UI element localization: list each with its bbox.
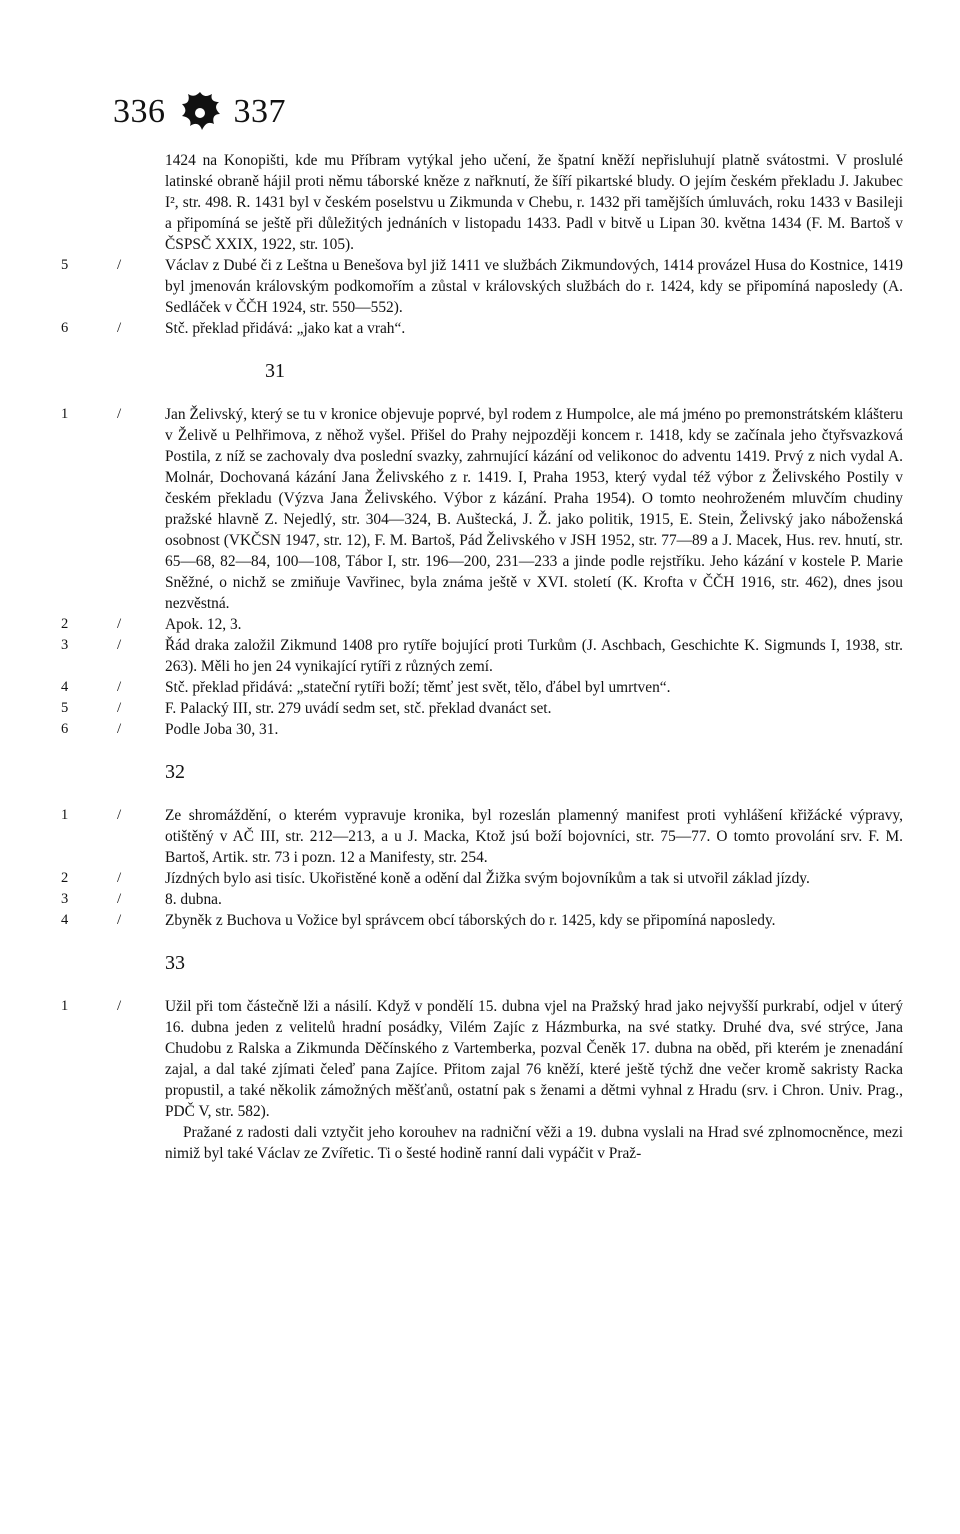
note-entry: [61, 614, 903, 635]
note-number: 1: [61, 406, 69, 422]
section-heading-32: 32: [165, 761, 185, 783]
note-number: 2: [61, 616, 69, 632]
note-separator: /: [117, 891, 122, 907]
section-heading-31: 31: [265, 360, 285, 382]
note-entry: [61, 719, 903, 740]
note-text: Podle Joba 30, 31.: [165, 721, 279, 738]
note-text: Stč. překlad přidává: „stateční rytíři boží; těmť jest svět, tělo, ďábel byl umrtven“.: [165, 679, 671, 696]
note-number: 3: [61, 891, 69, 907]
note-number: 2: [61, 870, 69, 886]
note-entry: [61, 805, 903, 868]
note-separator: /: [117, 700, 122, 716]
note-number: 3: [61, 637, 69, 653]
ornament-icon: [174, 86, 226, 138]
note-separator: /: [117, 870, 122, 886]
note-entry: [61, 318, 903, 339]
note-number: 4: [61, 679, 69, 695]
note-entry: [61, 255, 903, 318]
note-number: 4: [61, 912, 69, 928]
note-number: 1: [61, 807, 69, 823]
note-separator: /: [117, 637, 122, 653]
page-header: [113, 82, 286, 142]
note-entry: [61, 996, 903, 1122]
note-text: Užil při tom částečně lži a násilí. Když v pondělí 15. dubna vjel na Pražský hrad jako nejvyšší purkrabí, odjel v úterý 16. dubna jeden z velitelů hradní posádky, Vilém Zajíc z Házmburka, na své statky. Druhé dva, své strýce, Jana Chudobu z Ralska a Zikmunda Děčínského z Vartemberka, pozval Čeněk 17. dubna na oběd, při kterém je znenadání zajal, a dal také zjímati čeleď pana Zajíce. Přitom zajal 76 kněží, které ještě týchž dne večer kromě sakristy Racka propustil, a také několik zámožných měšťanů, ostatní pak s ženami a dětmi vyhnal z Hradu (srv. i Chron. Univ. Prag., PDČ V, str. 582).: [165, 998, 903, 1120]
note-entry: [61, 910, 903, 931]
note-number: 6: [61, 320, 69, 336]
note-entry: [61, 404, 903, 614]
intro-paragraph: 1424 na Konopišti, kde mu Příbram vytýkal jeho učení, že špatní kněží nepřisluhují platně svátostmi. V proslulé latinské obraně hájil proti němu táborské kněze z nařknutí, že šíří pikartské bludy. O jejím českém překladu J. Jakubec I², str. 498. R. 1431 byl v českém poselstvu u Zikmunda v Chebu, r. 1432 při tamějších úmluvách, roku 1433 v Basileji a připomíná se ještě při důležitých jednáních v listopadu 1433. Padl v bitvě u Lipan 30. května 1434 (F. M. Bartoš v ČSPSČ XXIX, 1922, str. 105).: [165, 152, 903, 253]
note-entry: [61, 635, 903, 677]
note-number: 1: [61, 998, 69, 1014]
note-separator: /: [117, 998, 122, 1014]
note-separator: /: [117, 807, 122, 823]
note-text: Václav z Dubé či z Leštna u Benešova byl již 1411 ve službách Zikmundových, 1414 provázel Husa do Kostnice, 1419 byl jmenován královským podkomořím a zůstal v královských službách do r. 1424, kdy se připomíná naposledy (A. Sedláček v ČČH 1924, str. 550—552).: [165, 257, 903, 316]
note-text: Jízdných bylo asi tisíc. Ukořistěné koně a odění dal Žižka svým bojovníkům a tak si utvořil základ jízdy.: [165, 870, 810, 887]
note-separator: /: [117, 406, 122, 422]
note-text: F. Palacký III, str. 279 uvádí sedm set, stč. překlad dvanáct set.: [165, 700, 552, 717]
note-text: Zbyněk z Buchova u Vožice byl správcem obcí táborských do r. 1425, kdy se připomíná naposledy.: [165, 912, 776, 929]
note-number: 5: [61, 257, 69, 273]
page-text: [61, 150, 903, 1164]
note-number: 5: [61, 700, 69, 716]
note-text: Jan Želivský, který se tu v kronice objevuje poprvé, byl rodem z Humpolce, ale má jméno po premonstrátském klášteru v Želivě u Pelhřimova, z něhož vyšel. Přišel do Prahy nejpozději koncem r. 1418, kdy se začínala jeho čtyřsvazková Postila, z níž se zachovaly dva poslední svazky, zahrnující kázání od velikonoc do adventu 1419. Prvý z nich vydal A. Molnár, Dochovaná kázání Jana Želivského z r. 1419. I, Praha 1953, který vydal též výbor z Želivského Postily v českém překladu (Výzva Jana Želivského. Výbor z kázání. Praha 1954). O tomto neohroženém mluvčím chudiny pražské hlavně Z. Nejedlý, str. 304—324, B. Auštecká, J. Ž. jako politik, 1915, E. Stein, Želivský jako náboženská osobnost (VKČSN 1947, str. 12), F. M. Bartoš, Pád Želivského v JSH 1952, str. 77—89 a J. Macek, Hus. rev. hnutí, str. 65—68, 82—84, 100—108, Tábor I, str. 196—200, 231—233 a jinde podle rejstříku. Jeho kázání v kostele P. Marie Sněžné, o nichž se zmiňuje Vavřinec, byla známa ještě v XVI. století (K. Krofta v ČČH 1916, str. 462), dnes jsou nezvěstná.: [165, 406, 903, 612]
note-text: Řád draka založil Zikmund 1408 pro rytíře bojující proti Turkům (J. Aschbach, Geschichte K. Sigmunds I, 1938, str. 263). Měli ho jen 24 vynikající rytíři z různých zemí.: [165, 637, 903, 675]
note-text: Apok. 12, 3.: [165, 616, 242, 633]
note-separator: /: [117, 320, 122, 336]
note-separator: /: [117, 616, 122, 632]
note-entry: [61, 868, 903, 889]
note-text: 8. dubna.: [165, 891, 222, 908]
note-separator: /: [117, 679, 122, 695]
note-entry: [61, 889, 903, 910]
note-text: Ze shromáždění, o kterém vypravuje kronika, byl rozeslán plamenný manifest proti vyhlášení křižácké výpravy, otištěný v AČ III, str. 212—213, a u J. Macka, Ktož jsú boží bojovníci, str. 75—77. O tomto provolání srv. F. M. Bartoš, Artik. str. 73 i pozn. 12 a Manifesty, str. 254.: [165, 807, 903, 866]
note-number: 6: [61, 721, 69, 737]
note-entry: [61, 677, 903, 698]
note-separator: /: [117, 257, 122, 273]
continuation-paragraph: Pražané z radosti dali vztyčit jeho korouhev na radniční věži a 19. dubna vyslali na Hrad své zplnomocněnce, mezi nimiž byl také Václav ze Zvířetic. Ti o šesté hodině ranní dali vypáčit v Praž-: [165, 1124, 903, 1162]
left-page-number: 336: [113, 93, 166, 130]
right-page-number: 337: [233, 93, 286, 130]
section-heading-33: 33: [165, 952, 185, 974]
note-entry: [61, 698, 903, 719]
note-separator: /: [117, 912, 122, 928]
note-text: Stč. překlad přidává: „jako kat a vrah“.: [165, 320, 406, 337]
note-separator: /: [117, 721, 122, 737]
